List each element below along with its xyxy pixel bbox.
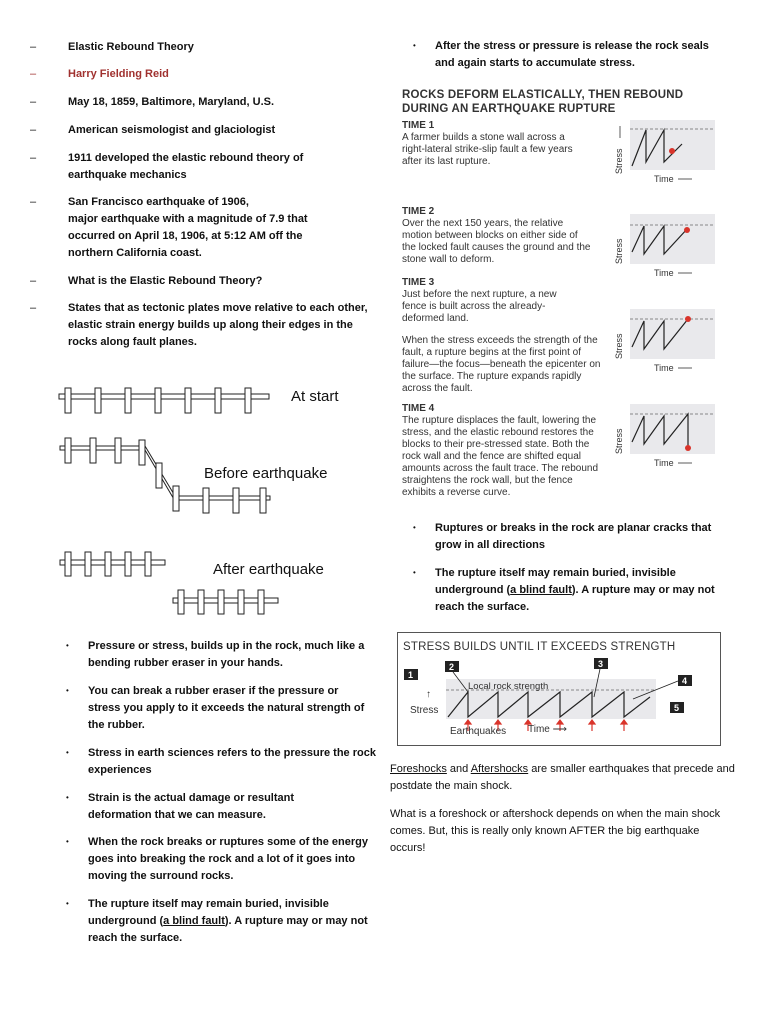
foreshock-paragraph: Foreshocks and Aftershocks are smaller earthquakes that precede and postdate the main shock. — [390, 763, 735, 792]
svg-text:4: 4 — [682, 676, 688, 686]
svg-text:3: 3 — [598, 659, 604, 669]
figure-text-time3a: TIME 3 Just before the next rupture, a new fence is built across the already-deformed land. — [402, 277, 557, 324]
svg-text:1: 1 — [408, 670, 414, 680]
stress-strength-figure — [397, 632, 721, 746]
figure-text-time2: TIME 2 Over the next 150 years, the relative motion between blocks on either side of the locked fault causes the ground and the stone wall to deform. — [402, 206, 591, 265]
blind-fault-link[interactable]: a blind fault — [510, 584, 572, 596]
svg-text:Stress: Stress — [614, 333, 624, 359]
svg-text:5: 5 — [674, 703, 680, 713]
fence-label-after: After earthquake — [213, 561, 324, 578]
figure-title: ROCKS DEFORM ELASTICALLY, THEN REBOUND DURING AN EARTHQUAKE RUPTURE — [402, 89, 684, 115]
fence-label-before: Before earthquake — [204, 465, 328, 482]
svg-text:Time: Time — [654, 174, 674, 184]
figure2-title: STRESS BUILDS UNTIL IT EXCEEDS STRENGTH — [403, 641, 676, 653]
svg-text:Stress: Stress — [614, 148, 624, 174]
stress-chart-time2 — [612, 212, 722, 282]
figure-text-time1: TIME 1 A farmer builds a stone wall across a right-lateral strike-slip fault a few years after its last rupture. — [402, 120, 573, 167]
stress-chart-time4 — [612, 402, 722, 472]
stress-chart-time1 — [612, 118, 722, 188]
earthquakes-label: Earthquakes — [450, 726, 507, 737]
stress-chart-time3 — [612, 307, 722, 377]
svg-text:Time: Time — [654, 268, 674, 278]
svg-text:Time: Time — [654, 363, 674, 373]
fence-diagram — [55, 378, 345, 628]
svg-text:2: 2 — [449, 662, 455, 672]
svg-text:Time: Time — [654, 458, 674, 468]
arrow-up-icon: ↑ — [426, 689, 431, 700]
foreshock-paragraph-2: What is a foreshock or aftershock depends on when the main shock comes. But, this is really only known AFTER the big earthquake occurs! — [390, 808, 721, 854]
axis-x-label: Time ⟶ — [528, 724, 567, 735]
svg-text:Stress: Stress — [614, 428, 624, 454]
svg-text:Stress: Stress — [614, 238, 624, 264]
strength-label: Local rock strength — [468, 681, 549, 692]
fence-at-start — [59, 388, 269, 413]
blind-fault-link[interactable]: a blind fault — [163, 915, 225, 927]
figure-text-time3b: When the stress exceeds the strength of the fault, a rupture begins at the first point of failure—the focus—beneath the epicenter on the surface. The rupture expands rapidly across the fault. — [402, 335, 601, 394]
figure-text-time4: TIME 4 The rupture displaces the fault, lowering the stress, and the elastic rebound restores the blocks to their pre-stressed state. Both the rock wall and the fence are shifted equal amounts across the fault trace. The rebound straightens the rock wall, but the fence exhibits a reverse curve. — [402, 403, 599, 498]
axis-y-label: Stress — [410, 705, 439, 716]
fence-label-start: At start — [291, 388, 339, 405]
